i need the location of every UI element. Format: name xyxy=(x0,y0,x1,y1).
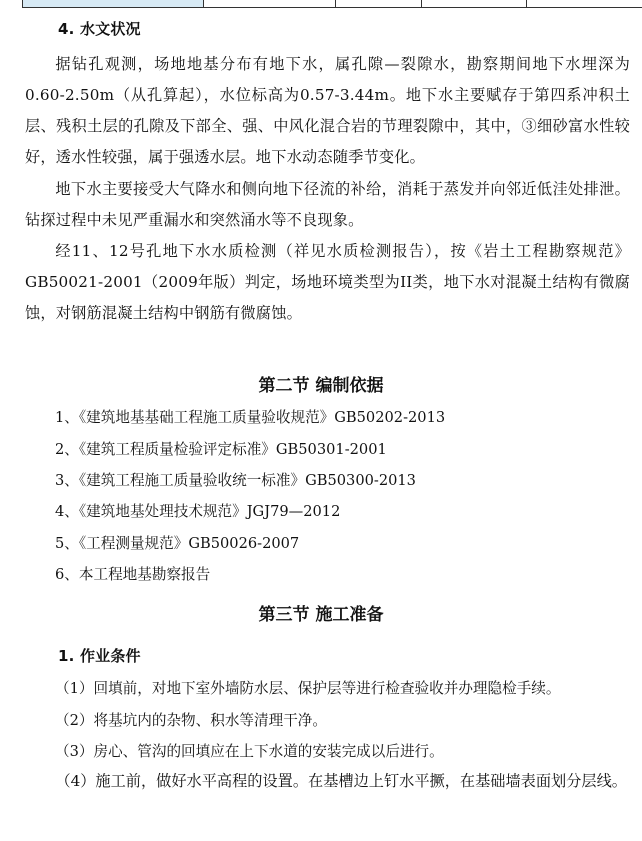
table-cell xyxy=(527,0,642,7)
table-cell xyxy=(336,0,422,7)
hydro-heading: 4. 水文状况 xyxy=(58,20,141,38)
list-item: 4、《建筑地基处理技术规范》JGJ79—2012 xyxy=(55,503,341,520)
list-item: 2、《建筑工程质量检验评定标准》GB50301-2001 xyxy=(55,441,387,458)
work-conditions-heading: 1. 作业条件 xyxy=(58,647,141,665)
table-cell xyxy=(22,0,204,7)
hydro-paragraph-1: 据钻孔观测，场地地基分布有地下水，属孔隙—裂隙水，勘察期间地下水埋深为0.60-2.50m（从孔算起），水位标高为0.57-3.44m。地下水主要赋存于第四系冲积土层、残积土层的孔隙及下部全、强、中风化混合岩的节理裂隙中，其中，③细砂富水性较好，透水性较强，属于强透水层。地下水动态随季节变化。 xyxy=(25,55,630,166)
list-item: 6、本工程地基勘察报告 xyxy=(55,566,211,583)
section-3-title: 第三节 施工准备 xyxy=(258,605,384,625)
list-item: （1）回填前，对地下室外墙防水层、保护层等进行检查验收并办理隐检手续。 xyxy=(55,680,561,697)
list-item: （4）施工前，做好水平高程的设置。在基槽边上钉水平撅，在基础墙表面划分层线。 xyxy=(55,772,627,790)
list-item: 1、《建筑地基基础工程施工质量验收规范》GB50202-2013 xyxy=(55,409,446,426)
hydro-paragraph-2: 地下水主要接受大气降水和侧向地下径流的补给，消耗于蒸发并向邻近低洼处排泄。钻探过程中未见严重漏水和突然涌水等不良现象。 xyxy=(25,180,630,229)
hydro-paragraph-3: 经11、12号孔地下水水质检测（祥见水质检测报告），按《岩土工程勘察规范》GB50021-2001（2009年版）判定，场地环境类型为II类，地下水对混凝土结构有微腐蚀，对钢筋混凝土结构中钢筋有微腐蚀。 xyxy=(25,242,630,322)
list-item: 3、《建筑工程施工质量验收统一标准》GB50300-2013 xyxy=(55,472,416,489)
list-item: （2）将基坑内的杂物、积水等清理干净。 xyxy=(55,712,327,729)
table-cell xyxy=(422,0,527,7)
table-cell xyxy=(204,0,336,7)
section-2-title: 第二节 编制依据 xyxy=(258,376,384,396)
table-bottom-edge xyxy=(22,0,642,8)
list-item: 5、《工程测量规范》GB50026-2007 xyxy=(55,535,300,552)
list-item: （3）房心、管沟的回填应在上下水道的安装完成以后进行。 xyxy=(55,743,444,760)
